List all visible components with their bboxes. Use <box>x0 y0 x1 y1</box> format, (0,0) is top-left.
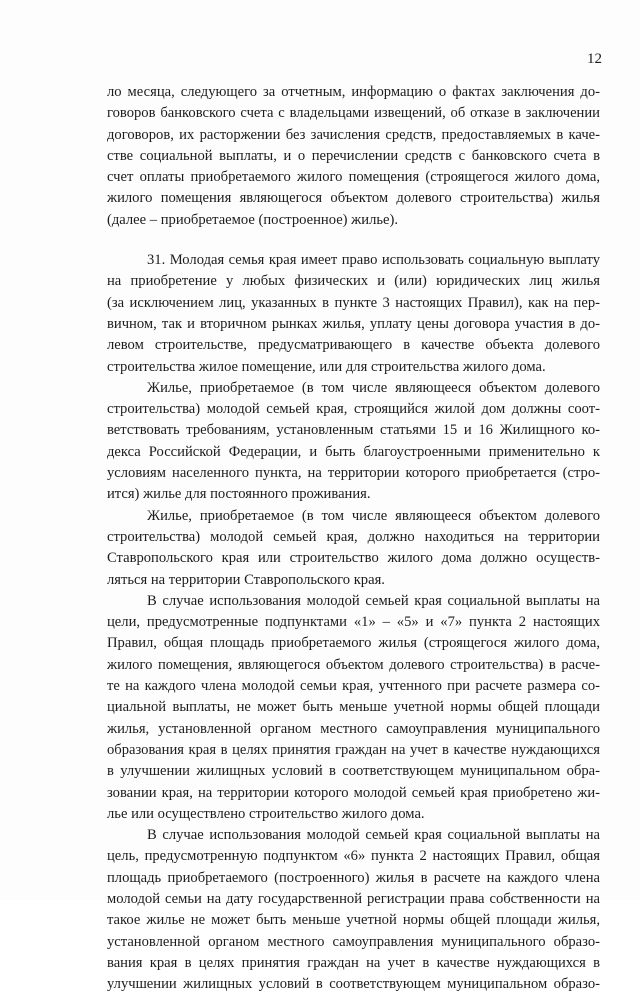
text-line: образования края в целях принятия граждан на учет в качестве нуждающихся <box>107 741 600 758</box>
text-line: Правил, общая площадь приобретаемого жилья (строящегося жилого дома, <box>107 635 600 652</box>
document-body <box>107 82 600 995</box>
paragraph-area-norm-6 <box>107 825 600 995</box>
text-line: зовании края, на территории которого молодой семьей края приобретено жи- <box>107 784 600 801</box>
text-line: цели, предусмотренные подпунктами «1» – «5» и «7» пункта 2 настоящих <box>107 614 600 631</box>
text-line: установленной органом местного самоуправления муниципального образо- <box>107 933 600 950</box>
text-line: Жилье, приобретаемое (в том числе являющееся объектом долевого <box>147 379 600 396</box>
text-line: В случае использования молодой семьей края социальной выплаты на <box>147 827 600 844</box>
text-line: те на каждого члена молодой семьи края, учтенного при расчете размера со- <box>107 678 600 695</box>
text-line: условиям населенного пункта, на территории которого приобретается (стро- <box>107 465 600 482</box>
text-line: вичном, так и вторичном рынках жилья, уплату цены договора участия в до- <box>107 315 600 332</box>
text-line: говоров банковского счета с владельцами извещений, об отказе в заключении <box>107 105 600 122</box>
text-line: строительства жилое помещение, или для строительства жилого дома. <box>107 358 546 375</box>
text-line: (за исключением лиц, указанных в пункте 3 настоящих Правил), как на пер- <box>107 294 600 311</box>
text-line: Ставропольского края или строительство жилого дома должно осуществ- <box>107 550 600 567</box>
text-line: цель, предусмотренную подпунктом «6» пункта 2 настоящих Правил, общая <box>107 848 600 865</box>
text-line: стве социальной выплаты, и о перечислении средств с банковского счета в <box>107 147 600 164</box>
paragraph-housing-location <box>107 506 600 591</box>
text-line: ляться на территории Ставропольского края. <box>107 571 385 588</box>
text-line: строительства) молодой семьей края, должно находиться на территории <box>107 528 600 545</box>
text-line: декса Российской Федерации, и быть благоустроенными применительно к <box>107 443 600 460</box>
text-line: ится) жилье для постоянного проживания. <box>107 486 371 503</box>
text-line: (далее – приобретаемое (построенное) жилье). <box>107 211 398 228</box>
page-number: 12 <box>587 51 602 67</box>
text-line: В случае использования молодой семьей края социальной выплаты на <box>147 592 600 609</box>
text-line: строительства) молодой семьей края, строящийся жилой дом должны соот- <box>107 401 600 418</box>
text-line: жилья, установленной органом местного самоуправления муниципального <box>107 720 600 737</box>
paragraph-housing-requirements <box>107 378 600 506</box>
text-line: 31. Молодая семья края имеет право использовать социальную выплату <box>147 252 600 269</box>
paragraph-item-31 <box>107 250 600 378</box>
paragraph-area-norm-1-5-7 <box>107 591 600 825</box>
text-line: ло месяца, следующего за отчетным, информацию о фактах заключения до- <box>107 84 600 100</box>
text-line: ветствовать требованиям, установленным статьями 15 и 16 Жилищного ко- <box>107 422 600 439</box>
text-line: Жилье, приобретаемое (в том числе являющееся объектом долевого <box>147 507 600 524</box>
text-line: площадь приобретаемого (построенного) жилья в расчете на каждого члена <box>107 869 600 886</box>
text-line: жилого помещения являющегося объектом долевого строительства) жилья <box>107 190 600 207</box>
text-line: улучшении жилищных условий в соответствующем муниципальном образо- <box>107 976 600 993</box>
text-line: такое жилье не может быть меньше учетной нормы общей площади жилья, <box>107 912 600 929</box>
text-line: договоров, их расторжении без зачисления средств, предоставляемых в каче- <box>107 126 600 143</box>
text-line: в улучшении жилищных условий в соответствующем муниципальном обра- <box>107 763 600 780</box>
text-line: счет оплаты приобретаемого жилого помещения (строящегося жилого дома, <box>107 169 600 186</box>
text-line: молодой семьи на дату государственной регистрации права собственности на <box>107 890 600 907</box>
text-line: на приобретение у любых физических и (или) юридических лиц жилья <box>107 273 600 290</box>
paragraph-spacer <box>107 231 600 250</box>
text-line: лье или осуществлено строительство жилого дома. <box>107 805 425 822</box>
paragraph-continuation <box>107 82 600 231</box>
text-line: вания края в целях принятия граждан на учет в качестве нуждающихся в <box>107 954 600 971</box>
text-line: жилого помещения, являющегося объектом долевого строительства) в расче- <box>107 656 600 673</box>
text-line: левом строительстве, предусматривающего в качестве объекта долевого <box>107 337 600 354</box>
text-line: циальной выплаты, не может быть меньше учетной нормы общей площади <box>107 699 600 716</box>
